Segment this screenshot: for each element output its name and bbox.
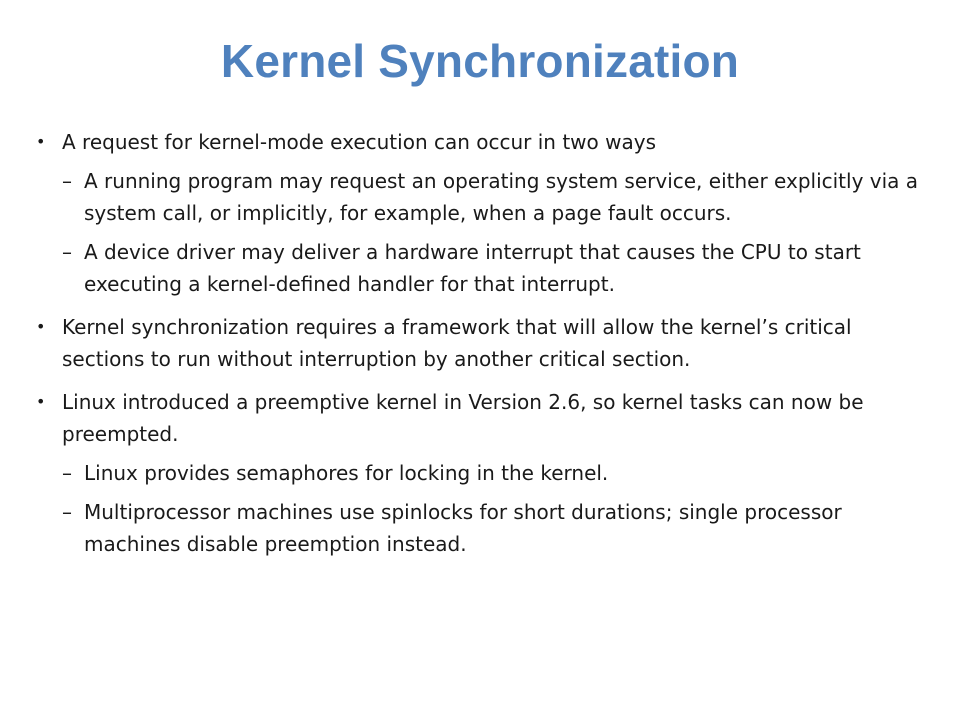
sub-bullet-text: A device driver may deliver a hardware interrupt that causes the CPU to start executing a kernel-defined handler for that interrupt.: [84, 240, 861, 296]
sub-bullet-item: [36, 496, 936, 560]
bullet-list: [36, 126, 936, 560]
slide-title: Kernel Synchronization: [220, 35, 740, 87]
sub-bullet-item: [36, 165, 936, 229]
bullet-item: [36, 311, 936, 375]
bullet-text: A request for kernel-mode execution can occur in two ways: [62, 130, 656, 154]
dash-icon: –: [62, 461, 72, 485]
bullet-icon: •: [36, 317, 46, 336]
bullet-text: Kernel synchronization requires a framework that will allow the kernel’s critical sections to run without interruption by another critical section.: [62, 315, 852, 371]
dash-icon: –: [62, 240, 72, 264]
sub-bullet-text: Multiprocessor machines use spinlocks for short durations; single processor machines disable preemption instead.: [84, 500, 842, 556]
dash-icon: –: [62, 169, 72, 193]
sub-bullet-text: Linux provides semaphores for locking in the kernel.: [84, 461, 609, 485]
sub-bullet-item: [36, 457, 936, 489]
sub-bullet-item: [36, 236, 936, 300]
bullet-icon: •: [36, 132, 46, 151]
bullet-item: [36, 386, 936, 450]
bullet-icon: •: [36, 392, 46, 411]
sub-bullet-text: A running program may request an operating system service, either explicitly via a system call, or implicitly, for example, when a page fault occurs.: [84, 169, 919, 225]
dash-icon: –: [62, 500, 72, 524]
bullet-item: [36, 126, 936, 158]
bullet-text: Linux introduced a preemptive kernel in Version 2.6, so kernel tasks can now be preempted.: [62, 390, 864, 446]
